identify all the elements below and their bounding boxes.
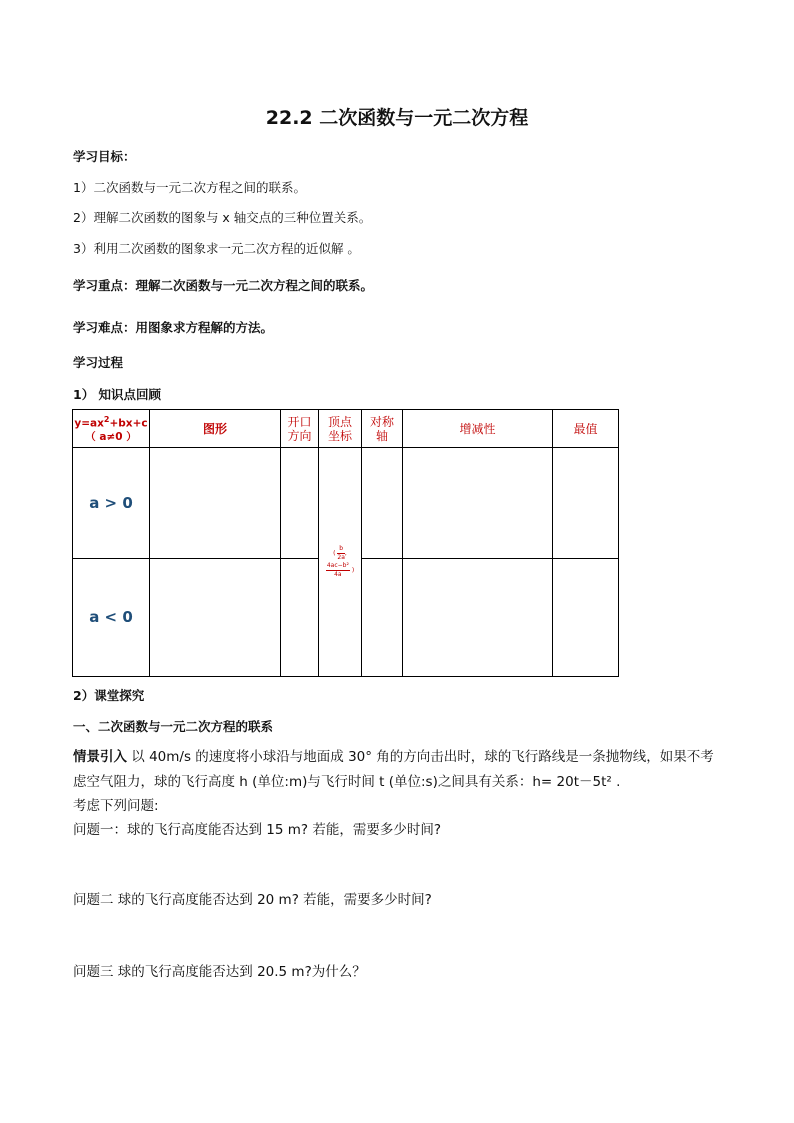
header-axis [362, 410, 403, 448]
vertex-formula [319, 545, 361, 579]
header-vertex [319, 410, 362, 448]
cell-opening-pos [281, 448, 319, 558]
question-2: 问题二 球的飞行高度能否达到 20 m? 若能，需要多少时间? [73, 892, 432, 908]
header-axis-line2: 轴 [375, 428, 388, 443]
header-equation [73, 410, 150, 448]
header-vertex-line1: 顶点 [327, 414, 352, 429]
process-heading: 学习过程 [73, 355, 124, 370]
vertex-paren-open: ( [333, 550, 336, 558]
cell-opening-neg [281, 558, 319, 676]
question-3: 问题三 球的飞行高度能否达到 20.5 m?为什么？ [73, 964, 366, 980]
review-table [72, 409, 619, 677]
cell-extreme-neg [553, 558, 619, 676]
question-1: 问题一：球的飞行高度能否达到 15 m? 若能，需要多少时间? [73, 822, 442, 838]
scenario-paragraph-line1 [73, 745, 714, 765]
row-label-positive: a > 0 [73, 448, 150, 558]
vertex-comma: , [344, 550, 347, 558]
header-vertex-line2: 坐标 [327, 428, 352, 443]
header-axis-line1: 对称 [369, 414, 394, 429]
cell-extreme-pos [553, 448, 619, 558]
vertex-y-fraction [326, 562, 350, 579]
equation-prefix: y=ax [74, 417, 104, 430]
cell-monotonic-neg [403, 558, 553, 676]
section1-heading: 一、二次函数与一元二次方程的联系 [73, 719, 274, 734]
header-extreme: 最值 [553, 410, 619, 448]
row-label-negative: a < 0 [73, 558, 150, 676]
cell-monotonic-pos [403, 448, 553, 558]
equation-condition: （ a≠0 ） [85, 431, 137, 444]
vertex-x-denominator: 2a [337, 554, 345, 562]
header-opening-line1: 开口 [287, 414, 312, 429]
explore-heading: 2）课堂探究 [73, 688, 145, 703]
vertex-y-numerator: 4ac−b² [326, 562, 349, 570]
equation-suffix: +bx+c [109, 417, 148, 430]
cell-shape-neg [150, 558, 281, 676]
objective-item: 1）二次函数与一元二次方程之间的联系。 [73, 180, 306, 195]
vertex-x-fraction [337, 545, 345, 562]
objectives-heading: 学习目标： [73, 149, 136, 164]
page-title: 22.2 二次函数与一元二次方程 [265, 107, 529, 129]
review-heading: 1） 知识点回顾 [73, 387, 162, 402]
header-opening-line2: 方向 [287, 428, 312, 443]
vertex-paren-close: ) [351, 567, 355, 575]
vertex-y-denominator: 4a [334, 571, 342, 579]
consider-text: 考虑下列问题: [73, 798, 159, 814]
scenario-text-line1: 以 40m/s 的速度将小球沿与地面成 30° 角的方向击出时，球的飞行路线是一条抛物线，如果不考 [127, 749, 714, 765]
header-monotonic: 增减性 [403, 410, 553, 448]
objective-item: 3）利用二次函数的图象求一元二次方程的近似解 。 [73, 241, 360, 256]
header-shape: 图形 [150, 410, 281, 448]
scenario-label: 情景引入 [73, 749, 127, 765]
header-opening [281, 410, 319, 448]
objective-item: 2）理解二次函数的图象与 x 轴交点的三种位置关系。 [73, 210, 372, 225]
cell-axis-neg [362, 558, 403, 676]
difficulty: 学习难点：用图象求方程解的方法。 [73, 320, 274, 335]
scenario-text-line2: 虑空气阻力，球的飞行高度 h (单位:m)与飞行时间 t (单位:s)之间具有关系：h= 20t－5t² . [73, 774, 621, 790]
vertex-x-numerator: b [339, 545, 344, 553]
cell-axis-pos [362, 448, 403, 558]
cell-shape-pos [150, 448, 281, 558]
equation-exponent: 2 [103, 414, 110, 424]
key-point: 学习重点：理解二次函数与一元二次方程之间的联系。 [73, 278, 374, 293]
cell-vertex [319, 448, 362, 677]
